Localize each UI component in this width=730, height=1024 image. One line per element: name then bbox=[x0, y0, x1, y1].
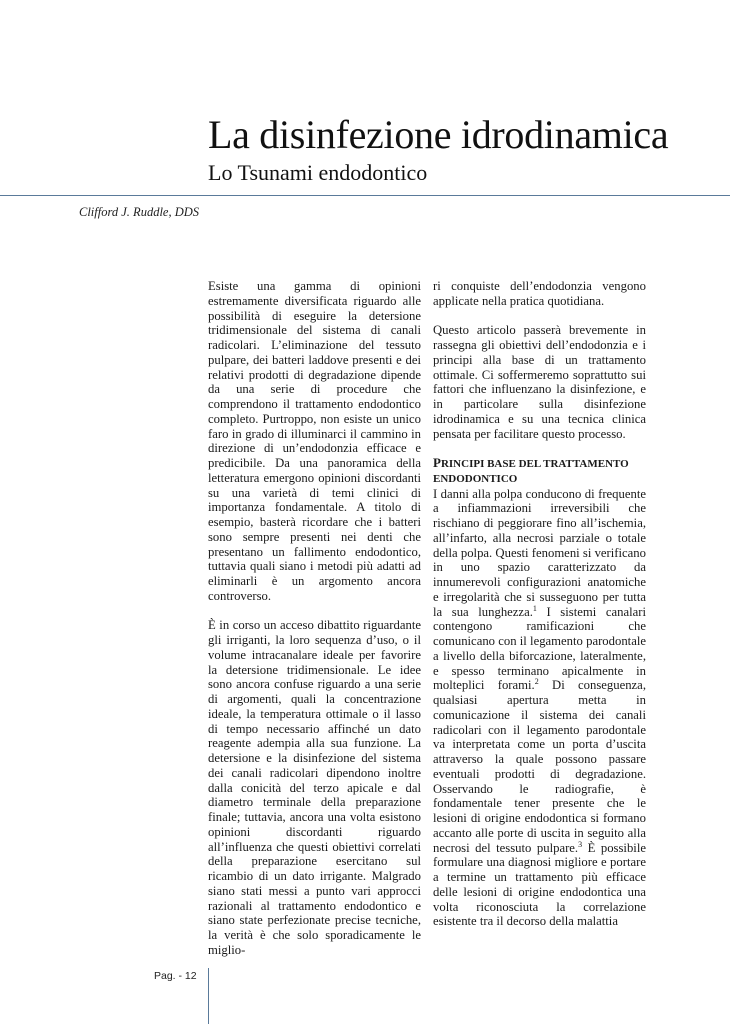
paragraph-intro: Esiste una gamma di opinioni estremamente diversificata riguardo alle possibilità di eseguire la detersione tridimensionale del sistema di canali radicolari. L’eliminazione del tessuto pulpare, dei batteri laddove presenti e dei relativi prodotti di degradazione dipende da una serie di procedure che comprendono il trattamento endodontico completo. Purtroppo, non esiste un unico faro in grado di illuminarci il cammino in direzione di un’endodonzia efficace e predicibile. Da una panoramica della letteratura emergono opinioni discordanti su una varietà di temi clinici di importanza fondamentale. A titolo di esempio, basterà ricordare che i batteri sono sempre presenti nei denti che presentano un fallimento endodontico, tuttavia quali siano i metodi più adatti ad eliminarli è un argomento ancora controverso. bbox=[208, 279, 421, 603]
article-title: La disinfezione idrodinamica bbox=[208, 112, 669, 157]
section-heading-text: RINCIPI BASE DEL TRATTAMENTO ENDODONTICO bbox=[433, 458, 629, 485]
paragraph-principles bbox=[433, 487, 646, 930]
paragraph-principles-part-a: I danni alla polpa conducono di frequente a infiammazioni irreversibili che rischiano di peggiorare fino all’ischemia, all’infarto, alla necrosi parziale o totale della polpa. Questi fenomeni si verificano in uno spazio caratterizzato da innumerevoli configurazioni anatomiche e irregolarità che si susseguono per tutta la sua lunghezza. bbox=[433, 486, 646, 619]
paragraph-continuation: ri conquiste dell’endodonzia vengono applicate nella pratica quotidiana. bbox=[433, 279, 646, 308]
section-heading-initial: P bbox=[433, 455, 441, 470]
body-column-right bbox=[433, 279, 646, 929]
reference-marker-1: 1 bbox=[532, 603, 537, 613]
paragraph-principles-part-c: Di conseguenza, qualsiasi apertura metta in comunicazione il sistema dei canali radicolari con il legamento parodontale va interpretata come un porta d’uscita attraverso la quale possono passare eventuali prodotti di degradazione. Osservando le radiografie, è fondamentale tener presente che le lesioni di origine endodontica si formano accanto alle porte di uscita in seguito alla necrosi del tessuto pulpare. bbox=[433, 678, 646, 855]
body-column-left bbox=[208, 279, 421, 958]
header-divider bbox=[0, 195, 730, 196]
paragraph-principles-part-b: I sistemi canalari contengono ramificazioni che comunicano con il legamento parodontale a livello della biforcazione, lateralmente, e spesso terminano apicalmente in molteplici forami. bbox=[433, 604, 646, 693]
reference-marker-2: 2 bbox=[534, 677, 539, 687]
section-heading bbox=[433, 456, 646, 487]
paragraph-article-aim: Questo articolo passerà brevemente in rassegna gli obiettivi dell’endodonzia e i principi alla base di un trattamento ottimale. Ci soffermeremo soprattutto sui fattori che influenzano la disinfezione, e in particolare sulla disinfezione idrodinamica e su una tecnica clinica pensata per facilitare questo processo. bbox=[433, 323, 646, 441]
author-byline: Clifford J. Ruddle, DDS bbox=[79, 205, 200, 219]
paragraph-irrigants: È in corso un acceso dibattito riguardante gli irriganti, la loro sequenza d’uso, o il volume intracanalare ideale per favorire la detersione tridimensionale. Le idee sono ancora confuse riguardo a una serie di argomenti, quali la concentrazione ideale, la temperatura ottimale o il lasso di tempo necessario affinché un dato reagente adempia alla sua funzione. La detersione e la disinfezione del sistema dei canali radicolari dipendono inoltre dalla conicità del terzo apicale e dal diametro terminale della preparazione finale; tuttavia, ancora una volta esistono opinioni discordanti riguardo all’influenza che questi obiettivi correlati della preparazione esercitano sul ricambio di un dato irrigante. Malgrado siano stati messi a punto vari approcci razionali al trattamento endodontico e siano state perfezionate precise tecniche, la verità è che solo sporadicamente le miglio- bbox=[208, 618, 421, 957]
footer-divider bbox=[208, 968, 209, 1024]
page-number: Pag. - 12 bbox=[154, 970, 197, 982]
reference-marker-3: 3 bbox=[578, 839, 583, 849]
paragraph-principles-part-d: È possibile formulare una diagnosi migliore e portare a termine un trattamento più efficace delle lesioni di origine endodontica una volta riconosciuta la correlazione esistente tra il decorso della malattia bbox=[433, 840, 646, 929]
article-subtitle: Lo Tsunami endodontico bbox=[208, 160, 428, 185]
